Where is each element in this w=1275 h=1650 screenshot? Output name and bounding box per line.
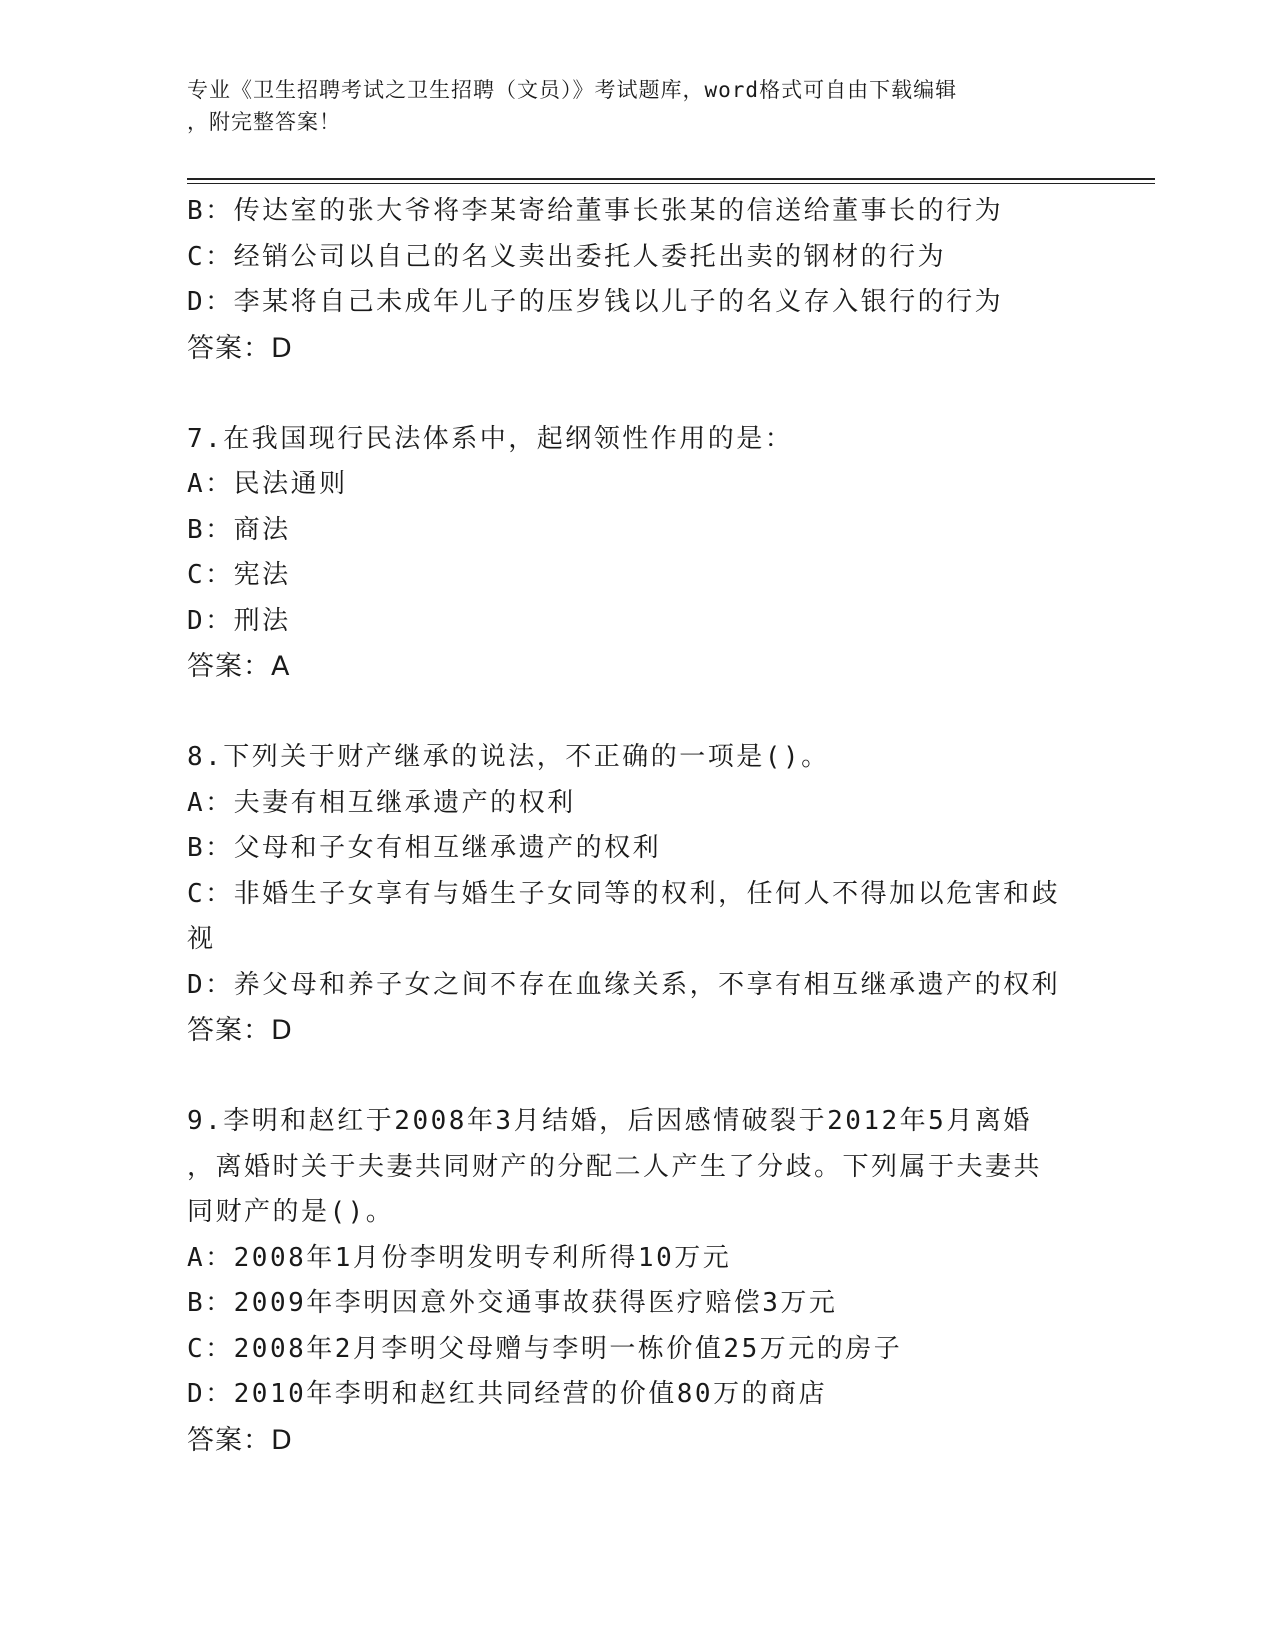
option-c: C：非婚生子女享有与婚生子女同等的权利，任何人不得加以危害和歧 — [187, 878, 1061, 909]
option-d: D：2010年李明和赵红共同经营的价值80万的商店 — [187, 1379, 828, 1409]
answer-label: 答案： — [187, 651, 271, 682]
option-b: B：2009年李明因意外交通事故获得医疗赔偿3万元 — [187, 1288, 838, 1318]
answer-value: D — [271, 332, 293, 364]
spacer — [187, 371, 1087, 417]
option-c-continued: 视 — [187, 924, 216, 954]
answer-line — [187, 644, 1087, 690]
answer-value: A — [271, 651, 291, 682]
option-b: B：父母和子女有相互继承遗产的权利 — [187, 833, 662, 863]
option-c: C：经销公司以自己的名义卖出委托人委托出卖的钢材的行为 — [187, 241, 947, 272]
document-header — [187, 74, 1067, 138]
header-divider-thick — [187, 178, 1155, 180]
question-list — [187, 189, 1087, 1463]
option-a: A：民法通则 — [187, 469, 348, 499]
option-a: A：2008年1月份李明发明专利所得10万元 — [187, 1242, 732, 1273]
spacer — [187, 1054, 1087, 1100]
header-divider-thin — [187, 183, 1155, 184]
option-b: B：传达室的张大爷将李某寄给董事长张某的信送给董事长的行为 — [187, 196, 1004, 226]
option-d: D：养父母和养子女之间不存在血缘关系，不享有相互继承遗产的权利 — [187, 969, 1061, 1000]
question-9 — [187, 1099, 1087, 1463]
spacer — [187, 690, 1087, 736]
question-stem: 9.李明和赵红于2008年3月结婚，后因感情破裂于2012年5月离婚 — [187, 1106, 1032, 1136]
answer-value: D — [271, 1424, 293, 1456]
header-line-1: 专业《卫生招聘考试之卫生招聘（文员）》考试题库，word格式可自由下载编辑 — [187, 78, 958, 102]
option-c: C：2008年2月李明父母赠与李明一栋价值25万元的房子 — [187, 1333, 903, 1364]
question-stem: 8.下列关于财产继承的说法，不正确的一项是()。 — [187, 742, 830, 772]
question-6 — [187, 189, 1087, 371]
answer-label: 答案： — [187, 1424, 271, 1456]
answer-label: 答案： — [187, 1015, 271, 1046]
question-stem: 7.在我国现行民法体系中，起纲领性作用的是： — [187, 423, 794, 454]
question-7 — [187, 417, 1087, 690]
header-line-2: ，附完整答案！ — [187, 110, 341, 134]
answer-line — [187, 326, 1087, 372]
question-8 — [187, 735, 1087, 1054]
answer-line — [187, 1418, 1087, 1464]
option-d: D：刑法 — [187, 605, 291, 636]
answer-label: 答案： — [187, 332, 271, 364]
question-stem-continued: ，离婚时关于夫妻共同财产的分配二人产生了分歧。下列属于夫妻共 — [187, 1151, 1043, 1182]
option-c: C：宪法 — [187, 560, 291, 590]
option-a: A：夫妻有相互继承遗产的权利 — [187, 787, 576, 818]
answer-line — [187, 1008, 1087, 1054]
option-b: B：商法 — [187, 514, 291, 545]
question-stem-continued: 同财产的是()。 — [187, 1197, 395, 1227]
option-d: D：李某将自己未成年儿子的压岁钱以儿子的名义存入银行的行为 — [187, 287, 1004, 317]
answer-value: D — [271, 1015, 293, 1046]
